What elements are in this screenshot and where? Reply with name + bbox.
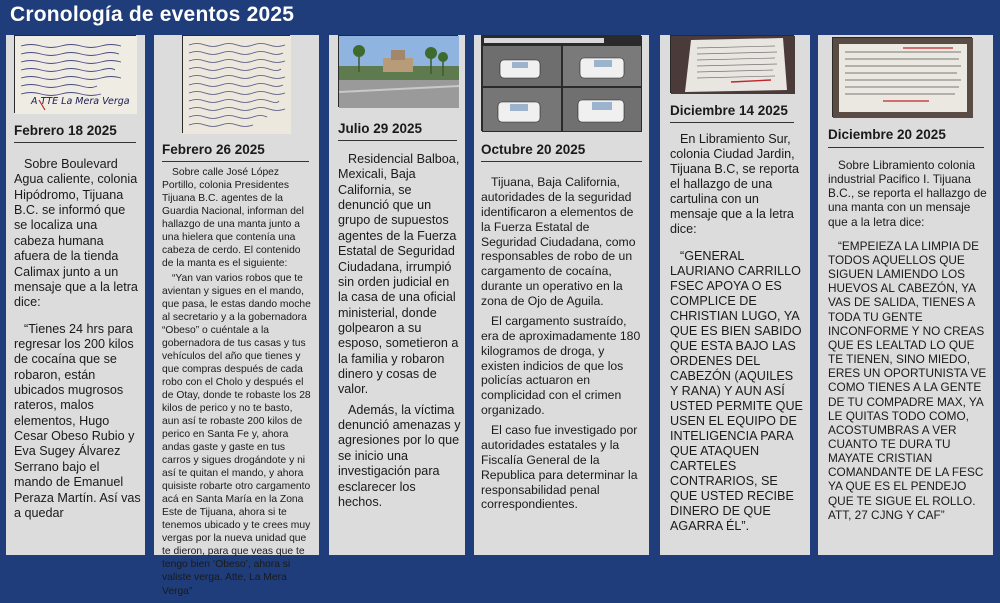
event-photo-residencial — [338, 35, 458, 107]
event-paragraph: El cargamento sustraído, era de aproximadamente 180 kilogramos de droga, y existen indicios de que los policías actuaron en complicidad con el crimen organizado. — [481, 313, 641, 418]
event-paragraph: Residencial Balboa, Mexicali, Baja California, se denunció que un grupo de supuestos agentes de la Fuerza Estatal de Seguridad Ciudadana, irrumpió sin orden judicial en la casa de una oficial ministerial, donde golpearon a su esposo, sometieron a la familia y robaron dinero y cosas de valor. — [338, 152, 460, 397]
manta-signature: A TTE La Mera Verga — [31, 96, 130, 107]
date-divider — [670, 122, 794, 123]
event-photo-manta-3 — [832, 37, 972, 117]
event-body — [14, 157, 141, 526]
event-body — [670, 132, 804, 539]
page-title: Cronología de eventos 2025 — [10, 3, 295, 26]
event-photo-manta-2 — [182, 35, 290, 133]
event-column-2 — [154, 35, 319, 597]
event-photo-manta-1 — [14, 35, 136, 113]
event-column-5 — [660, 35, 810, 555]
event-quote: “Tienes 24 hrs para regresar los 200 kilos de cocaína que se robaron, están ubicados mugrosos rateros, malos elementos, Hugo Cesar Obeso Rubio y Eva Sugey Álvarez Serrano bajo el mando de Emanuel Peraza Martín. Así vas a quedar — [14, 321, 141, 520]
event-date: Diciembre 14 2025 — [670, 103, 788, 118]
date-divider — [14, 142, 136, 143]
event-date: Febrero 18 2025 — [14, 123, 117, 138]
event-body — [481, 175, 645, 517]
event-paragraph: Sobre Boulevard Agua caliente, colonia Hipódromo, Tijuana B.C. se informó que se localiza una cabeza humana afuera de la tienda Calimax junto a un mensaje que a la letra dice: — [14, 157, 138, 310]
date-divider — [481, 161, 642, 162]
event-date: Octubre 20 2025 — [481, 142, 586, 157]
event-paragraph: Además, la víctima denunció amenazas y agresiones por lo que se inicio una investigación para esclarecer los hechos. — [338, 402, 461, 509]
event-body — [338, 152, 461, 515]
event-paragraph: En Libramiento Sur, colonia Ciudad Jardin, Tijuana B.C, se reporta el hallazgo de una cartulina con un mensaje que a la letra dice: — [670, 132, 800, 236]
date-divider — [828, 147, 984, 148]
date-divider — [162, 161, 309, 162]
event-paragraph: Tijuana, Baja California, autoridades de la seguridad identificaron a elementos de la Fuerza Estatal de Seguridad Ciudadana, como responsables de robo de un cargamento de cocaína, durante un operativo en la zona de Ojo de Aguila. — [481, 175, 636, 308]
event-photo-vehicles — [481, 35, 641, 131]
event-body — [828, 158, 987, 527]
event-date: Febrero 26 2025 — [162, 142, 265, 157]
event-column-1 — [6, 35, 145, 555]
event-date: Julio 29 2025 — [338, 121, 423, 136]
event-date: Diciembre 20 2025 — [828, 127, 946, 142]
event-paragraph: Sobre Libramiento colonia industrial Pacifico I. Tijuana B.C., se reporta el hallazgo de una manta con un mensaje que a la letra dice: — [828, 158, 987, 229]
event-quote: “EMPEIEZA LA LIMPIA DE TODOS AQUELLOS QUE SIGUEN LAMIENDO LOS HUEVOS AL CABEZÓN, YA VAS DE SALIDA, TIENES A TODA TU GENTE INCONFORME Y NO CREAS QUE ES LEALTAD LO QUE TE TIENEN, SINO MIEDO, ERES UN OPORTUNISTA VE COMO TIENES A LA GENTE DE TU COMPADRE MAX, YA LE QUITAS TODO COMO, ACOSTUMBRAS A VER CUANTO TE DURA TU MAYATE CRISTIAN COMANDANTE DE LA FESC YA QUE ES EL PENDEJO QUE TE SIGUE EL ROLLO. ATT, 27 CJNG Y CAF” — [828, 238, 987, 522]
event-column-4 — [474, 35, 649, 555]
date-divider — [338, 140, 457, 141]
event-quote: “Yan van varios robos que te avientan y sigues en el mando, que pasa, le estas dando moche al secretario y a la gobernadora “Obeso” o cuéntale a la gobernadora de tus casas y tus vehículos del año que tienes y que compras después de cada robo con el Cholo y después el de Otay, donde te robaste los 28 kilos de perico y no te basto, aun así te robaste 200 kilos de perico en Santa Fe y, ahora andas gaste y gaste en tus carros y sigues drogándote y ni así te quitan el mando, y ahora quisiste robarte otro cargamento acá en Santa María en la Zona Este de Tijuana, ahora si te tenemos ubicado y te crees muy vergas por la nueva unidad que te dieron, para que veas que te tengo bien ‘Obeso’, ahora si valiste verga. Atte, La Mera Verga” — [162, 273, 311, 597]
event-photo-cartulina — [670, 35, 794, 93]
event-quote: “GENERAL LAURIANO CARRILLO FSEC APOYA O ES COMPLICE DE CHRISTIAN LUGO, YA QUE ES BIEN SABIDO QUE ESTA BAJO LAS ORDENES DEL CABEZÓN (AQUILES Y RANA) Y AUN ASÍ USTED PERMITE QUE USEN EL EQUIPO DE INTELIGENCIA PARA QUE ATAQUEN CARTELES CONTRARIOS, SE QUE USTED RECIBE DINERO DE QUE AGARRA ÉL”. — [670, 248, 803, 533]
event-paragraph: Sobre calle José López Portillo, colonia Presidentes Tijuana B.C. agentes de la Guardia Nacional, informan del hallazgo de una manta junto a una hielera que contenía una cabeza de cerdo. El contenido de la manta es el siguiente: — [162, 167, 304, 270]
event-paragraph: El caso fue investigado por autoridades estatales y la Fiscalía General de la Republica para determinar la responsabilidad penal correspondientes. — [481, 423, 638, 512]
event-body — [162, 166, 312, 603]
event-column-6 — [818, 35, 993, 555]
event-column-3 — [329, 35, 465, 555]
